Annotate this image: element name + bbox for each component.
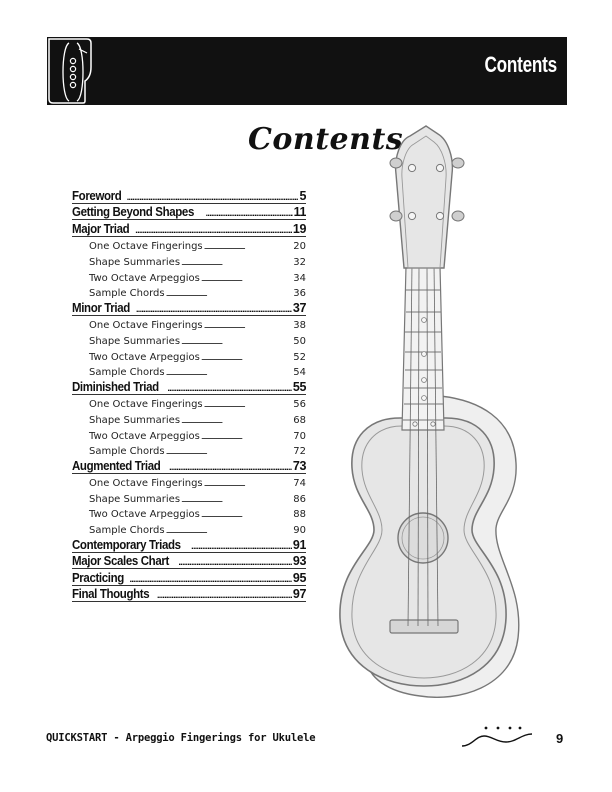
toc-subentry[interactable] (72, 363, 306, 379)
toc-entry-page: 93 (292, 554, 306, 569)
toc-subentry[interactable] (72, 395, 306, 411)
toc-entry-page: 70 (293, 430, 306, 442)
ukulele-illustration (328, 118, 528, 698)
toc-entry[interactable] (72, 299, 306, 316)
toc-entry-page: 52 (293, 351, 306, 363)
toc-subentry[interactable] (72, 237, 306, 253)
toc-leader-dots (169, 461, 292, 473)
toc-entry-page: 32 (293, 256, 306, 268)
toc-leader-dots (204, 321, 293, 331)
toc-entry[interactable] (72, 378, 306, 395)
toc-leader-dots (181, 416, 292, 426)
toc-entry-label: Diminished Triad (72, 379, 159, 394)
toc-leader-dots (181, 337, 292, 347)
toc-leader-dots (201, 274, 292, 284)
toc-entry[interactable] (72, 536, 306, 553)
footer-text: QUICKSTART - Arpeggio Fingerings for Ukulele (46, 732, 316, 744)
toc-subentry[interactable] (72, 489, 306, 505)
toc-subentry[interactable] (72, 268, 306, 284)
toc-entry[interactable] (72, 204, 306, 221)
toc-entry-label: Shape Summaries (89, 414, 181, 426)
toc-entry-page: 36 (293, 288, 306, 300)
toc-entry-page: 72 (293, 446, 306, 458)
toc-entry-label: Practicing (72, 570, 124, 585)
toc-entry-page: 50 (293, 335, 306, 347)
toc-subentry[interactable] (72, 520, 306, 536)
toc-entry-label: Two Octave Arpeggios (89, 351, 200, 363)
toc-entry-page: 19 (292, 221, 306, 236)
toc-entry-label: Sample Chords (89, 288, 165, 300)
toc-entry-page: 86 (293, 493, 306, 505)
toc-subentry[interactable] (72, 347, 306, 363)
toc-entry[interactable] (72, 457, 306, 474)
toc-leader-dots (157, 589, 292, 601)
toc-entry-label: Two Octave Arpeggios (89, 430, 200, 442)
toc-subentry[interactable] (72, 316, 306, 332)
toc-entry-page: 5 (299, 188, 306, 203)
toc-leader-dots (206, 207, 293, 219)
toc-entry-page: 74 (293, 478, 306, 490)
toc-leader-dots (201, 510, 292, 520)
toc-entry-label: Foreword (72, 188, 122, 203)
ukulele-headstock-icon (47, 37, 95, 105)
toc-entry-label: One Octave Fingerings (89, 399, 203, 411)
toc-leader-dots (129, 573, 291, 585)
toc-entry-page: 91 (292, 537, 306, 552)
toc-entry-page: 55 (292, 379, 306, 394)
toc-leader-dots (201, 353, 292, 363)
toc-leader-dots (204, 400, 293, 410)
toc-leader-dots (135, 224, 292, 236)
toc-entry-label: One Octave Fingerings (89, 241, 203, 253)
toc-entry-label: Shape Summaries (89, 493, 181, 505)
toc-entry-page: 37 (292, 300, 306, 315)
toc-entry-label: Major Scales Chart (72, 554, 169, 569)
toc-subentry[interactable] (72, 410, 306, 426)
toc-entry-label: Minor Triad (72, 300, 130, 315)
toc-entry[interactable] (72, 586, 306, 603)
toc-entry-label: Final Thoughts (72, 587, 150, 602)
toc-entry-label: Sample Chords (89, 367, 165, 379)
toc-entry-page: 88 (293, 509, 306, 521)
toc-entry-label: Getting Beyond Shapes (72, 205, 194, 220)
toc-entry-label: Shape Summaries (89, 256, 181, 268)
toc-entry-page: 56 (293, 399, 306, 411)
toc-leader-dots (166, 289, 293, 299)
toc-entry-page: 54 (293, 367, 306, 379)
toc-entry-label: Sample Chords (89, 446, 165, 458)
header-bar (47, 37, 567, 105)
toc-subentry[interactable] (72, 284, 306, 300)
toc-entry-label: Augmented Triad (72, 458, 161, 473)
toc-entry-label: Sample Chords (89, 525, 165, 537)
toc-leader-dots (166, 447, 293, 457)
header-title: Contents (484, 52, 557, 77)
toc-leader-dots (191, 540, 292, 552)
table-of-contents (72, 187, 306, 602)
toc-entry-page: 73 (292, 458, 306, 473)
toc-entry-page: 95 (292, 570, 306, 585)
toc-leader-dots (127, 191, 299, 203)
toc-leader-dots (204, 479, 293, 489)
toc-entry-page: 11 (293, 205, 306, 220)
toc-subentry[interactable] (72, 331, 306, 347)
page-title: Contents (248, 122, 404, 157)
toc-leader-dots (166, 526, 293, 536)
toc-subentry[interactable] (72, 426, 306, 442)
toc-leader-dots (136, 303, 292, 315)
toc-entry-label: Shape Summaries (89, 335, 181, 347)
toc-entry-label: Two Octave Arpeggios (89, 509, 200, 521)
toc-entry-label: Two Octave Arpeggios (89, 272, 200, 284)
toc-leader-dots (181, 258, 292, 268)
page-number: 9 (556, 731, 564, 746)
toc-entry-label: One Octave Fingerings (89, 478, 203, 490)
toc-entry[interactable] (72, 553, 306, 570)
toc-entry-page: 68 (293, 414, 306, 426)
toc-subentry[interactable] (72, 252, 306, 268)
toc-subentry[interactable] (72, 474, 306, 490)
toc-entry-page: 34 (293, 272, 306, 284)
toc-subentry[interactable] (72, 505, 306, 521)
toc-entry[interactable] (72, 569, 306, 586)
toc-entry-label: One Octave Fingerings (89, 320, 203, 332)
toc-subentry[interactable] (72, 442, 306, 458)
toc-entry-label: Major Triad (72, 221, 130, 236)
toc-leader-dots (167, 382, 292, 394)
toc-leader-dots (181, 495, 292, 505)
toc-leader-dots (178, 556, 292, 568)
toc-leader-dots (204, 242, 293, 252)
toc-entry-page: 38 (293, 320, 306, 332)
toc-entry-page: 20 (293, 241, 306, 253)
staff-ornament-icon (462, 722, 532, 752)
toc-entry-page: 97 (292, 587, 306, 602)
toc-entry-label: Contemporary Triads (72, 537, 181, 552)
toc-entry[interactable] (72, 220, 306, 237)
toc-entry-page: 90 (293, 525, 306, 537)
toc-leader-dots (166, 368, 293, 378)
toc-entry[interactable] (72, 187, 306, 204)
toc-leader-dots (201, 432, 292, 442)
